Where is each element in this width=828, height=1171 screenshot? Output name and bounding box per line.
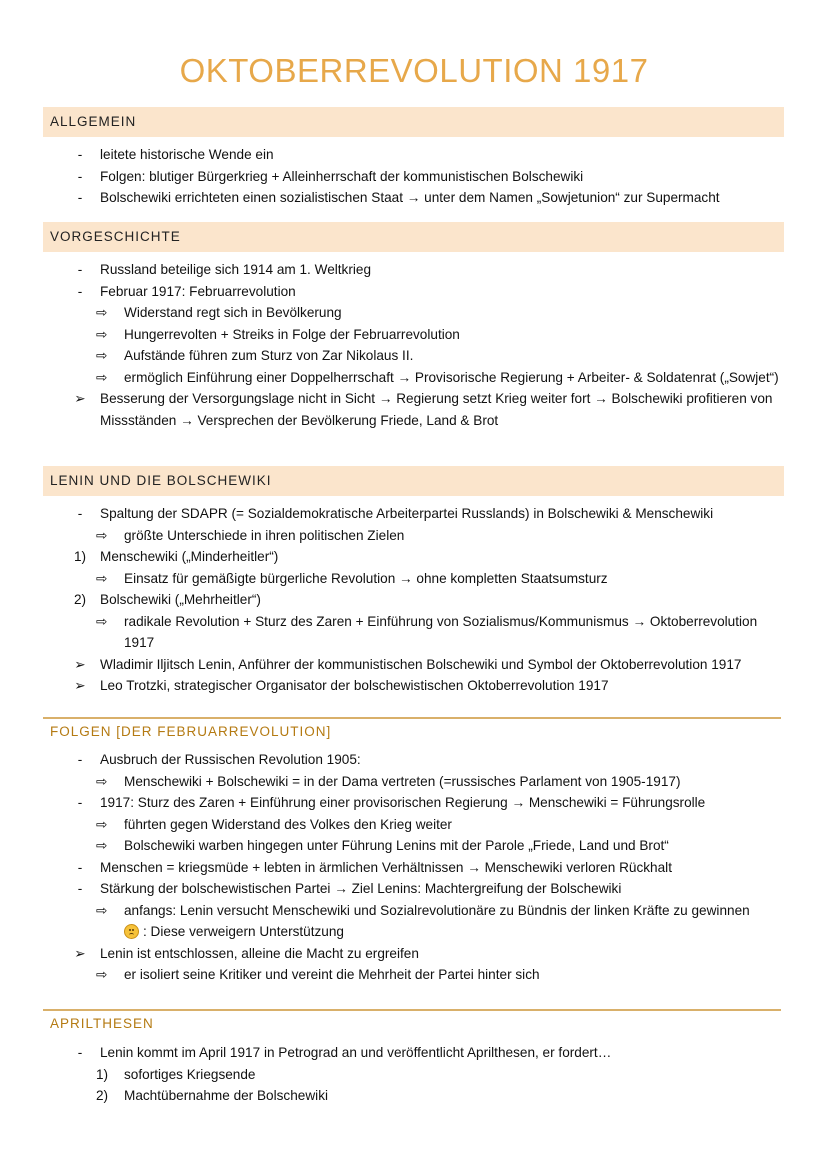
list-item: ⇨ Einsatz für gemäßigte bürgerliche Revolution → ohne kompletten Staatsumsturz (60, 568, 780, 590)
list-item: - Lenin kommt im April 1917 in Petrograd an und veröffentlicht Aprilthesen, er fordert… (60, 1042, 780, 1064)
list-item: 2) Machtübernahme der Bolschewiki (60, 1085, 780, 1107)
arrow-icon: ⇨ (96, 326, 108, 342)
dash-marker: - (77, 283, 83, 299)
list-item: ➢ Besserung der Versorgungslage nicht in Sicht → Regierung setzt Krieg weiter fort → Bolschewiki profitieren von Missständen → Versprechen der Bevölkerung Friede, Land & Brot (60, 388, 780, 431)
dash-marker: - (77, 506, 83, 521)
list-item: ⇨ größte Unterschiede in ihren politischen Zielen (60, 525, 780, 547)
number-marker: 1) (96, 1066, 109, 1082)
list-lenin (60, 503, 780, 697)
page-title: OKTOBERREVOLUTION 1917 (179, 52, 649, 89)
arrow-icon: ⇨ (96, 967, 108, 982)
dash-marker: - (77, 752, 83, 767)
list-item: 1) sofortiges Kriegsende (60, 1064, 780, 1086)
dash-marker: - (77, 168, 83, 184)
list-item: 2) Bolschewiki („Mehrheitler“) (60, 589, 780, 611)
list-item: ➢ Leo Trotzki, strategischer Organisator der bolschewistischen Oktoberrevolution 1917 (60, 675, 780, 697)
list-item: - leitete historische Wende ein (60, 144, 780, 166)
dash-marker: - (77, 859, 83, 875)
list-item: 1) Menschewiki („Minderheitler“) (60, 546, 780, 568)
arrow-icon: ⇨ (96, 348, 108, 363)
list-item: ⇨ Bolschewiki warben hingegen unter Führung Lenins mit der Parole „Friede, Land und Brot“ (60, 835, 780, 857)
section-heading-lenin: LENIN UND DIE BOLSCHEWIKI (43, 466, 784, 496)
arrow-icon: ⇨ (96, 902, 108, 918)
list-item: ⇨ er isoliert seine Kritiker und vereint die Mehrheit der Partei hinter sich (60, 964, 780, 986)
arrow-icon: ⇨ (96, 838, 108, 853)
list-item: - Russland beteilige sich 1914 am 1. Weltkrieg (60, 259, 780, 281)
sad-face-icon (124, 924, 139, 939)
arrow-icon: ⇨ (96, 369, 108, 385)
list-aprilthesen (60, 1042, 780, 1107)
number-marker: 1) (73, 549, 87, 564)
chevron-icon: ➢ (74, 656, 86, 672)
list-item: ⇨ Aufstände führen zum Sturz von Zar Nikolaus II. (60, 345, 780, 367)
arrow-icon: ⇨ (96, 527, 108, 543)
list-item: - 1917: Sturz des Zaren + Einführung einer provisorischen Regierung → Menschewiki = Führungsrolle (60, 792, 780, 814)
list-item: ➢ Lenin ist entschlossen, alleine die Macht zu ergreifen (60, 943, 780, 965)
arrow-icon: ⇨ (96, 773, 108, 789)
arrow-icon: ⇨ (96, 613, 108, 629)
dash-marker: - (77, 1045, 83, 1060)
list-item: ⇨ Hungerrevolten + Streiks in Folge der Februarrevolution (60, 324, 780, 346)
number-marker: 2) (73, 592, 87, 607)
arrow-icon: ⇨ (96, 570, 108, 586)
list-item: ➢ Wladimir Iljitsch Lenin, Anführer der kommunistischen Bolschewiki und Symbol der Oktoberrevolution 1917 (60, 654, 780, 676)
list-item: ⇨ radikale Revolution + Sturz des Zaren + Einführung von Sozialismus/Kommunismus → Oktoberrevolution 1917 (60, 611, 780, 654)
list-item: ⇨ führten gegen Widerstand des Volkes den Krieg weiter (60, 814, 780, 836)
section-heading-folgen: FOLGEN [DER FEBRUARREVOLUTION] (43, 717, 781, 741)
list-item: - Folgen: blutiger Bürgerkrieg + Alleinherrschaft der kommunistischen Bolschewiki (60, 166, 780, 188)
arrow-icon: ⇨ (96, 816, 108, 832)
list-item: ⇨ Menschewiki + Bolschewiki = in der Dama vertreten (=russisches Parlament von 1905-1917) (60, 771, 780, 793)
chevron-icon: ➢ (74, 391, 86, 406)
list-item: - Stärkung der bolschewistischen Partei → Ziel Lenins: Machtergreifung der Bolschewiki (60, 878, 780, 900)
list-item: ⇨ anfangs: Lenin versucht Menschewiki und Sozialrevolutionäre zu Bündnis der linken Kräfte zu gewinnen : Diese verweigern Unterstützung (60, 900, 780, 943)
section-heading-allgemein: ALLGEMEIN (43, 107, 784, 137)
number-marker: 2) (96, 1088, 109, 1103)
dash-marker: - (77, 147, 83, 162)
arrow-icon: ⇨ (96, 305, 108, 320)
list-item: ⇨ Widerstand regt sich in Bevölkerung (60, 302, 780, 324)
list-vorgeschichte (60, 259, 780, 431)
section-heading-aprilthesen: APRILTHESEN (43, 1009, 781, 1033)
list-item: ⇨ ermöglich Einführung einer Doppelherrschaft → Provisorische Regierung + Arbeiter- & Soldatenrat („Sowjet“) (60, 367, 780, 389)
dash-marker: - (77, 881, 83, 896)
list-item: - Spaltung der SDAPR (= Sozialdemokratische Arbeiterpartei Russlands) in Bolschewiki & Menschewiki (60, 503, 780, 525)
chevron-icon: ➢ (74, 945, 86, 961)
list-item: - Februar 1917: Februarrevolution (60, 281, 780, 303)
dash-marker: - (77, 190, 83, 205)
section-heading-vorgeschichte: VORGESCHICHTE (43, 222, 784, 252)
dash-marker: - (77, 262, 83, 277)
chevron-icon: ➢ (74, 678, 86, 693)
list-item: - Ausbruch der Russischen Revolution 1905: (60, 749, 780, 771)
list-item: - Bolschewiki errichteten einen sozialistischen Staat → unter dem Namen „Sowjetunion“ zur Supermacht (60, 187, 780, 209)
list-folgen (60, 749, 780, 986)
list-allgemein (60, 144, 780, 209)
dash-marker: - (77, 795, 83, 810)
list-item: - Menschen = kriegsmüde + lebten in ärmlichen Verhältnissen → Menschewiki verloren Rückhalt (60, 857, 780, 879)
